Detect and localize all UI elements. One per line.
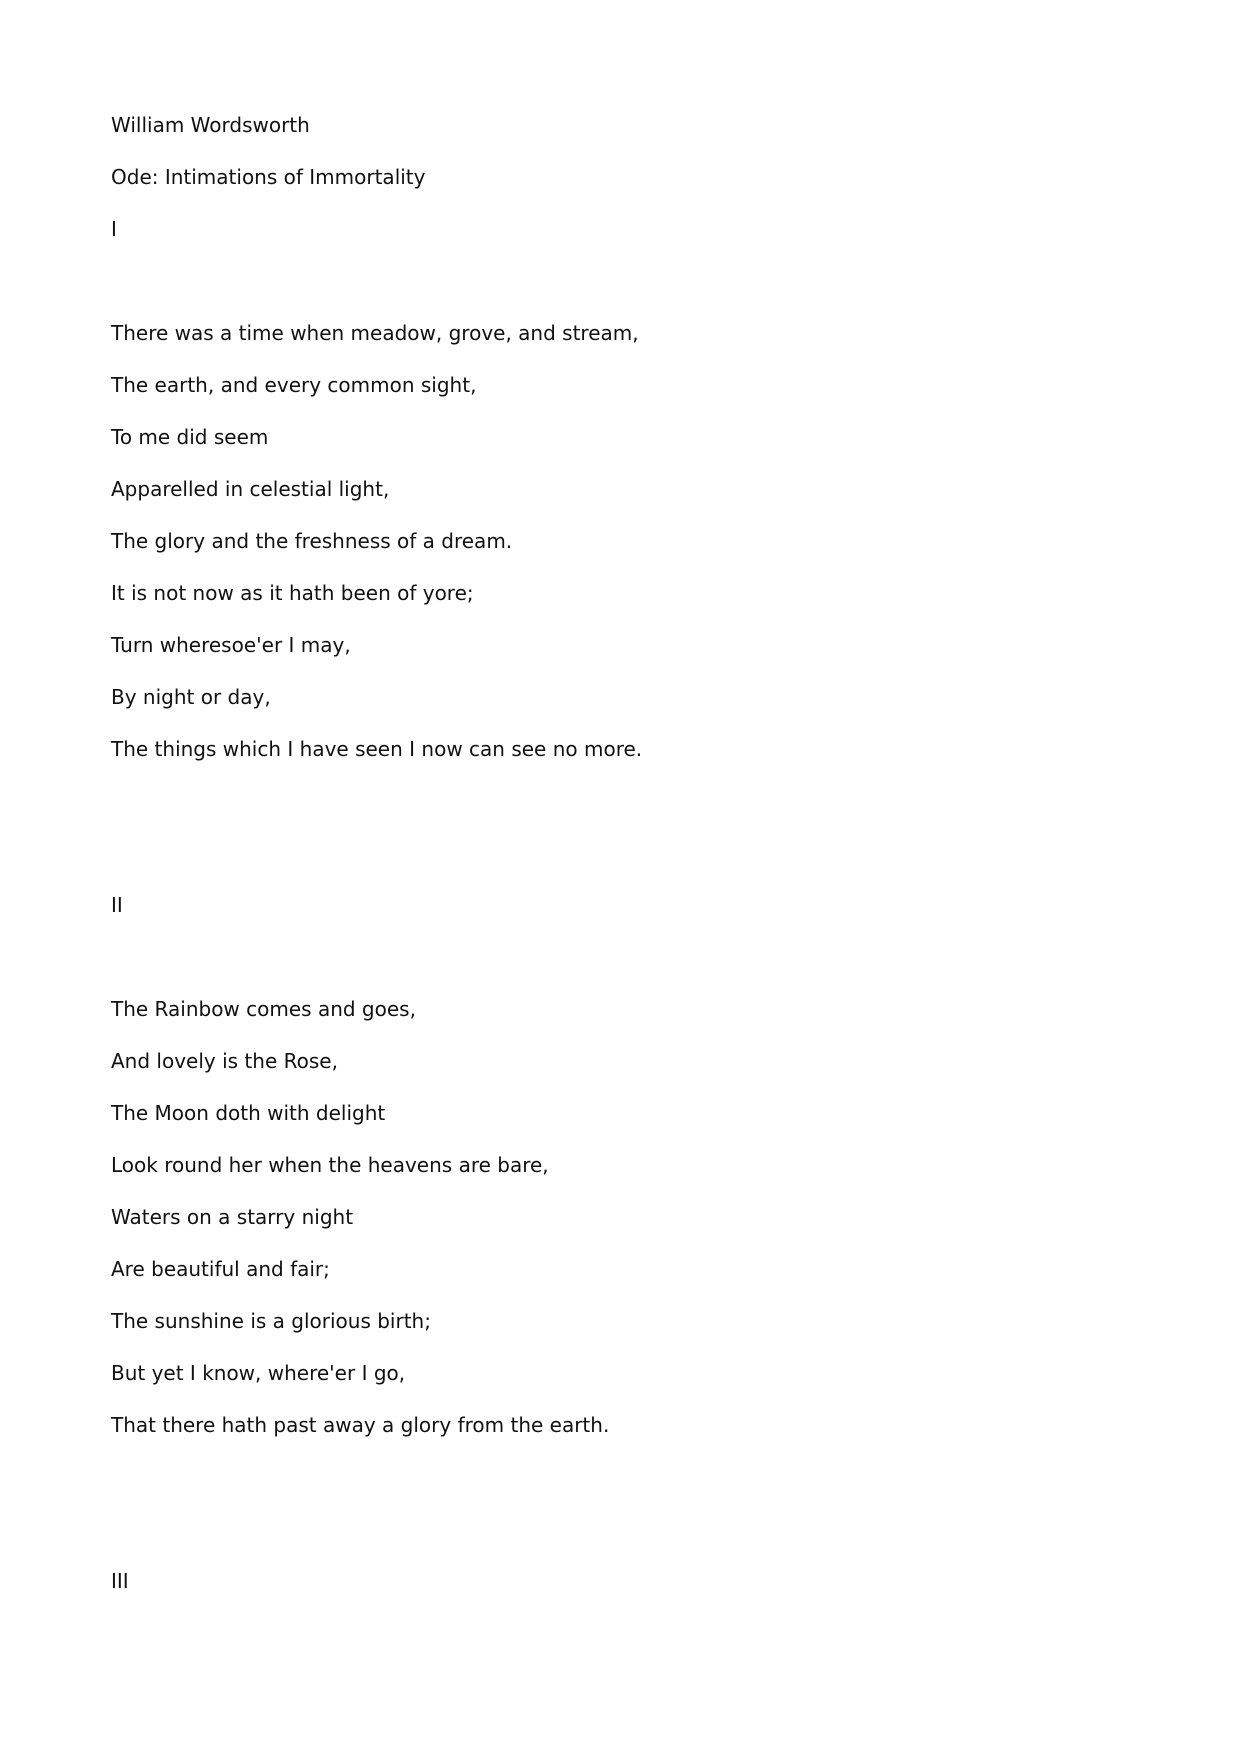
poem-line: The glory and the freshness of a dream. <box>111 529 513 553</box>
poem-line: The Moon doth with delight <box>111 1101 386 1125</box>
stanza-numeral-3: III <box>111 1569 129 1593</box>
poem-line: It is not now as it hath been of yore; <box>111 581 474 605</box>
poem-line: To me did seem <box>111 425 269 449</box>
poem-line: And lovely is the Rose, <box>111 1049 338 1073</box>
poem-line: Look round her when the heavens are bare, <box>111 1153 549 1177</box>
poem-title: Ode: Intimations of Immortality <box>111 165 426 189</box>
stanza-numeral-2: II <box>111 893 123 917</box>
poem-line: The sunshine is a glorious birth; <box>111 1309 431 1333</box>
poem-line: But yet I know, where'er I go, <box>111 1361 406 1385</box>
poem-line: Apparelled in celestial light, <box>111 477 390 501</box>
poem-line: There was a time when meadow, grove, and stream, <box>111 321 639 345</box>
poem-line: That there hath past away a glory from the earth. <box>111 1413 610 1437</box>
author-name: William Wordsworth <box>111 113 310 137</box>
poem-line: Waters on a starry night <box>111 1205 354 1229</box>
poem-line: The Rainbow comes and goes, <box>111 997 416 1021</box>
poem-line: Are beautiful and fair; <box>111 1257 330 1281</box>
poem-line: The things which I have seen I now can see no more. <box>111 737 643 761</box>
stanza-numeral-1: I <box>111 217 117 241</box>
poem-line: The earth, and every common sight, <box>111 373 477 397</box>
poem-line: By night or day, <box>111 685 271 709</box>
poem-line: Turn wheresoe'er I may, <box>111 633 351 657</box>
